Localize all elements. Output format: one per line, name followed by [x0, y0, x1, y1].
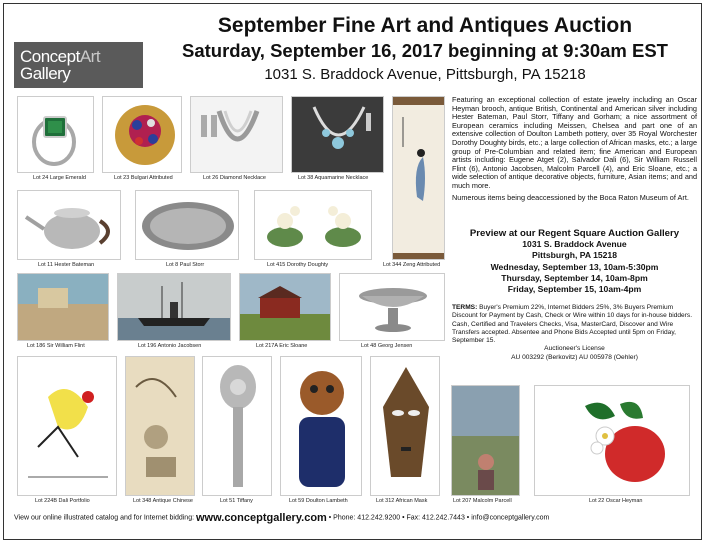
lot-24-emerald-ring-photo: [17, 96, 94, 173]
lot-caption: Lot 26 Diamond Necklace: [203, 175, 266, 181]
terms-label: TERMS:: [452, 304, 478, 311]
lot-caption: Lot 186 Sir William Flint: [27, 343, 85, 349]
lot-caption: Lot 348 Antique Chinese: [133, 498, 193, 504]
lot-caption: Lot 217A Eric Sloane: [256, 343, 308, 349]
lot-caption: Lot 22 Oscar Heyman: [589, 498, 643, 504]
preview-address-line: 1031 S. Braddock Avenue: [522, 239, 627, 250]
lot-caption: Lot 312 African Mask: [376, 498, 428, 504]
lot-caption: Lot 207 Malcolm Parcell: [453, 498, 512, 504]
preview-info: [452, 228, 697, 295]
lot-217a-eric-sloane-painting-photo: [239, 273, 331, 341]
auction-address: 1031 S. Braddock Avenue, Pittsburgh, PA 15218: [264, 66, 586, 83]
lot-51-tiffany-server-photo: [202, 356, 272, 496]
footer: [14, 512, 699, 524]
lot-caption: Lot 415 Dorothy Doughty: [267, 262, 329, 268]
footer-lead: View our online illustrated catalog and for Internet bidding:: [14, 514, 195, 522]
lot-caption: Lot 224B Dali Portfolio: [35, 498, 90, 504]
lot-caption: Lot 48 Georg Jensen: [361, 343, 413, 349]
lot-26-diamond-necklace-photo: [190, 96, 283, 173]
preview-address-line: Pittsburgh, PA 15218: [531, 250, 617, 261]
license-numbers: AU 003292 (Berkovitz) AU 005978 (Oehler): [511, 353, 638, 361]
footer-contact: • Phone: 412.242.9200 • Fax: 412.242.7443 • info@conceptgallery.com: [328, 514, 550, 522]
lot-caption: Lot 38 Aquamarine Necklace: [298, 175, 369, 181]
lot-8-paul-storr-tray-photo: [135, 190, 239, 260]
logo-word-art: Art: [79, 47, 101, 66]
lot-22-oscar-heyman-brooch-photo: [534, 385, 690, 496]
lot-348-antique-chinese-painting-photo: [125, 356, 195, 496]
lot-11-hester-bateman-teapot-photo: [17, 190, 121, 260]
lot-caption: Lot 23 Bulgari Attributed: [114, 175, 173, 181]
lot-415-dorothy-doughty-photo: [254, 190, 372, 260]
description-paragraph: Numerous items being deaccessioned by the Boca Raton Museum of Art.: [452, 192, 689, 202]
license-label: Auctioneer's License: [544, 345, 605, 353]
lot-312-african-mask-photo: [370, 356, 440, 496]
lot-344-zeng-scroll-photo: [392, 96, 445, 260]
terms-text: Buyer's Premium 22%, Internet Bidders 25%, 3% Buyers Premium Discount for Payment by Cash, Check or Wire within 10 days for in-house bidders. Cash, Certified and Travelers Checks, Visa, MasterCard, Discover and Wire Transfers accepted. Absentee and Phone Bids Accepted until 5pm on Friday, September 15.: [452, 304, 693, 345]
lot-224b-dali-portfolio-photo: [17, 356, 117, 496]
auction-description: [452, 96, 697, 205]
lot-caption: Lot 344 Zeng Attributed: [383, 262, 441, 268]
lot-59-doulton-lambeth-jar-photo: [280, 356, 362, 496]
preview-day: Friday, September 15, 10am-4pm: [507, 284, 642, 295]
lot-23-bulgari-ring-photo: [102, 96, 182, 173]
lot-207-malcolm-parcell-painting-photo: [451, 385, 520, 496]
terms-block: [452, 304, 697, 362]
page-title: September Fine Art and Antiques Auction: [217, 14, 633, 37]
preview-title: Preview at our Regent Square Auction Gallery: [469, 228, 680, 239]
website-link[interactable]: www.conceptgallery.com: [196, 512, 327, 524]
lot-caption: Lot 51 Tiffany: [220, 498, 253, 504]
description-paragraph: Featuring an exceptional collection of estate jewelry including an Oscar Heyman brooch, antique British, Continental and American silver including Hester Bateman, Paul Storr, Tiffany and Gorham; a nice assortment of European ceramics including Meissen, Chelsea and part one of an extensive collection of Doulton Lambeth pottery, over 35 Royal Worchester Dorothy Doughty birds, etc.; a large collection of African masks, etc.; a large group of Pre-Columbian and related item; fine American and European artists including: Eugene Atget (2), Salvador Dali (6), Sir William Russell Flint (6), Antonio Jacobsen, Malcolm Parcell (4), and Eric Sloane, etc.; a wide selection of antique decorative objects, furniture, Asian items; and and much more.: [452, 95, 697, 190]
logo-word-gallery: Gallery: [20, 64, 71, 83]
lot-caption: Lot 59 Doulton Lambeth: [289, 498, 348, 504]
concept-art-gallery-logo[interactable]: [14, 42, 143, 88]
lot-196-antonio-jacobsen-ship-photo: [117, 273, 231, 341]
lot-48-georg-jensen-compote-photo: [339, 273, 445, 341]
lot-caption: Lot 8 Paul Storr: [166, 262, 205, 268]
lot-186-william-flint-painting-photo: [17, 273, 109, 341]
auction-date: Saturday, September 16, 2017 beginning at 9:30am EST: [182, 40, 668, 61]
lot-caption: Lot 24 Large Emerald: [33, 175, 86, 181]
logo-word-concept: Concept: [20, 47, 80, 66]
lot-caption: Lot 11 Hester Bateman: [38, 262, 95, 268]
lot-caption: Lot 196 Antonio Jacobsen: [138, 343, 202, 349]
preview-day: Thursday, September 14, 10am-8pm: [501, 272, 648, 283]
preview-day: Wednesday, September 13, 10am-5:30pm: [490, 261, 659, 272]
lot-38-aquamarine-necklace-photo: [291, 96, 384, 173]
